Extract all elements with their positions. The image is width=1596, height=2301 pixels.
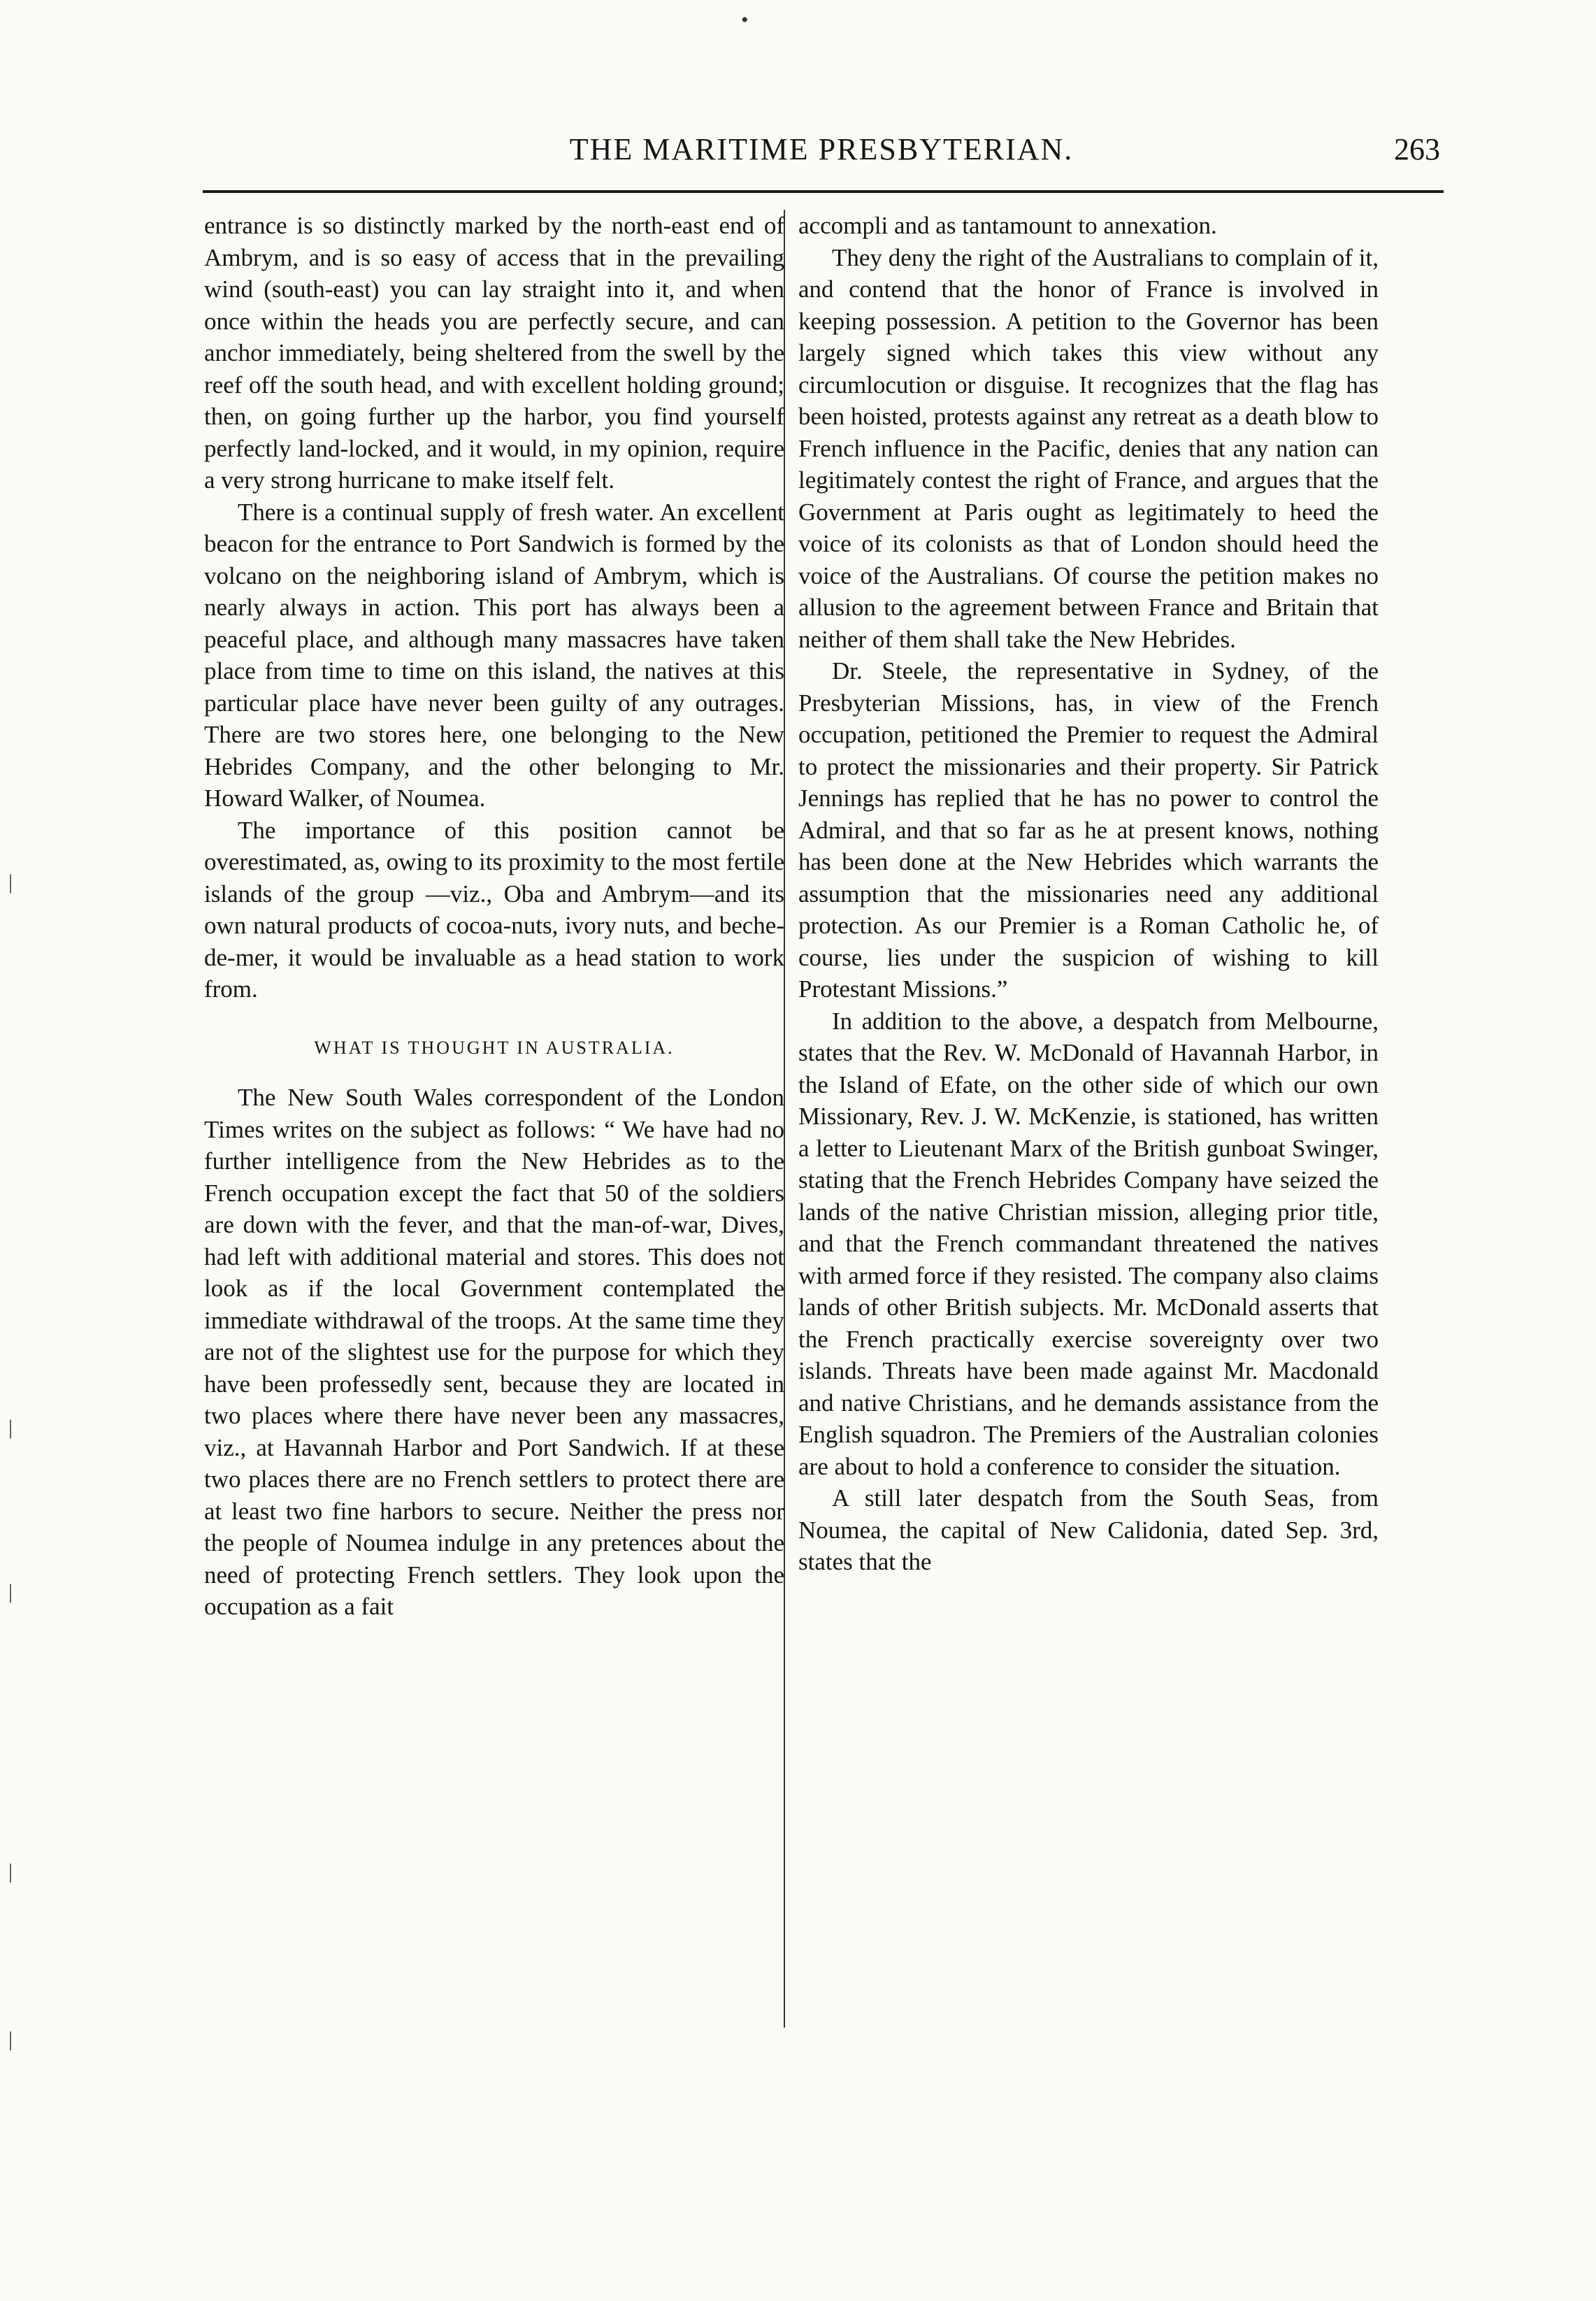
- paragraph: In addition to the above, a despatch from Melbourne, states that the Rev. W. McDonald of Havannah Harbor, in the Island of Efate, on the other side of which our own Missionary, Rev. J. W. McKenzie, is stationed, has written a letter to Lieutenant Marx of the British gunboat Swinger, stating that the French Hebrides Company have seized the lands of the native Christian mission, alleging prior title, and that the French commandant threatened the natives with armed force if they resisted. The company also claims lands of other British subjects. Mr. McDonald asserts that the French practically exercise sovereignty over two islands. Threats have been made against Mr. Macdonald and native Christians, and he demands assistance from the English squadron. The Premiers of the Australian colonies are about to hold a conference to consider the situation.: [798, 1007, 1379, 1480]
- header-rule: [203, 190, 1444, 193]
- running-header: [203, 131, 1440, 173]
- right-column: [798, 210, 1379, 2000]
- paragraph: entrance is so distinctly marked by the north-east end of Ambrym, and is so easy of access that in the prevailing wind (south-east) you can lay straight into it, and when once within the heads you are perfectly secure, and can anchor immediately, being sheltered from the swell by the reef off the south head, and with excellent holding ground; then, on going further up the harbor, you find yourself perfectly land-locked, and it would, in my opinion, require a very strong hurricane to make itself felt.: [204, 212, 784, 494]
- margin-speck: |: [8, 870, 13, 894]
- paragraph: A still later despatch from the South Seas, from Noumea, the capital of New Calidonia, dated Sep. 3rd, states that the: [798, 1484, 1379, 1575]
- publication-title: THE MARITIME PRESBYTERIAN.: [569, 132, 1074, 166]
- section-heading: WHAT IS THOUGHT IN AUSTRALIA.: [314, 1037, 675, 1058]
- paragraph: The New South Wales correspondent of the London Times writes on the subject as follows: “ We have had no further intelligence from the New Hebrides as to the French occupation except the fact that 50 of the soldiers are down with the fever, and that the man-of-war, Dives, had left with additional material and stores. This does not look as if the local Government contemplated the immediate withdrawal of the troops. At the same time they are not of the slightest use for the purpose for which they have been professedly sent, because they are located in two places where there have never been any massacres, viz., at Havannah Harbor and Port Sandwich. If at these two places there are no French settlers to protect there are at least two fine harbors to secure. Neither the press nor the people of Noumea indulge in any pretences about the need of protecting French settlers. They look upon the occupation as a fait: [204, 1084, 784, 1620]
- margin-speck: |: [8, 1580, 13, 1603]
- left-column: [204, 210, 784, 2000]
- page-number: 263: [1394, 132, 1440, 166]
- paragraph: They deny the right of the Australians to complain of it, and contend that the honor of France is involved in keeping possession. A petition to the Governor has been largely signed which takes this view without any circumlocution or disguise. It recognizes that the flag has been hoisted, protests against any retreat as a death blow to French influence in the Pacific, denies that any nation can legitimately contest the right of France, and argues that the Government at Paris ought as legitimately to heed the voice of its colonists as that of London should heed the voice of the Australians. Of course the petition makes no allusion to the agreement between France and Britain that neither of them shall take the New Hebrides.: [798, 243, 1379, 653]
- margin-speck: •: [741, 8, 749, 31]
- paragraph: There is a continual supply of fresh water. An excellent beacon for the entrance to Port Sandwich is formed by the volcano on the neighboring island of Ambrym, which is nearly always in action. This port has always been a peaceful place, and although many massacres have taken place from time to time on this island, the natives at this particular place have never been guilty of any outrages. There are two stores here, one belonging to the New Hebrides Company, and the other belonging to Mr. Howard Walker, of Noumea.: [204, 498, 784, 812]
- paragraph: accompli and as tantamount to annexation.: [798, 212, 1217, 239]
- paragraph: The importance of this position cannot be overestimated, as, owing to its proximity to the most fertile islands of the group —viz., Oba and Ambrym—and its own natural products of cocoa-nuts, ivory nuts, and beche-de-mer, it would be invaluable as a head station to work from.: [204, 816, 784, 1003]
- margin-speck: |: [8, 1860, 13, 1883]
- paragraph: Dr. Steele, the representative in Sydney, of the Presbyterian Missions, has, in view of the French occupation, petitioned the Premier to request the Admiral to protect the missionaries and their property. Sir Patrick Jennings has replied that he has no power to control the Admiral, and that so far as he at present knows, nothing has been done at the New Hebrides which warrants the assumption that the missionaries need any additional protection. As our Premier is a Roman Catholic he, of course, lies under the suspicion of wishing to kill Protestant Missions.”: [798, 657, 1379, 1003]
- margin-speck: |: [8, 1416, 13, 1439]
- margin-speck: |: [8, 2028, 13, 2051]
